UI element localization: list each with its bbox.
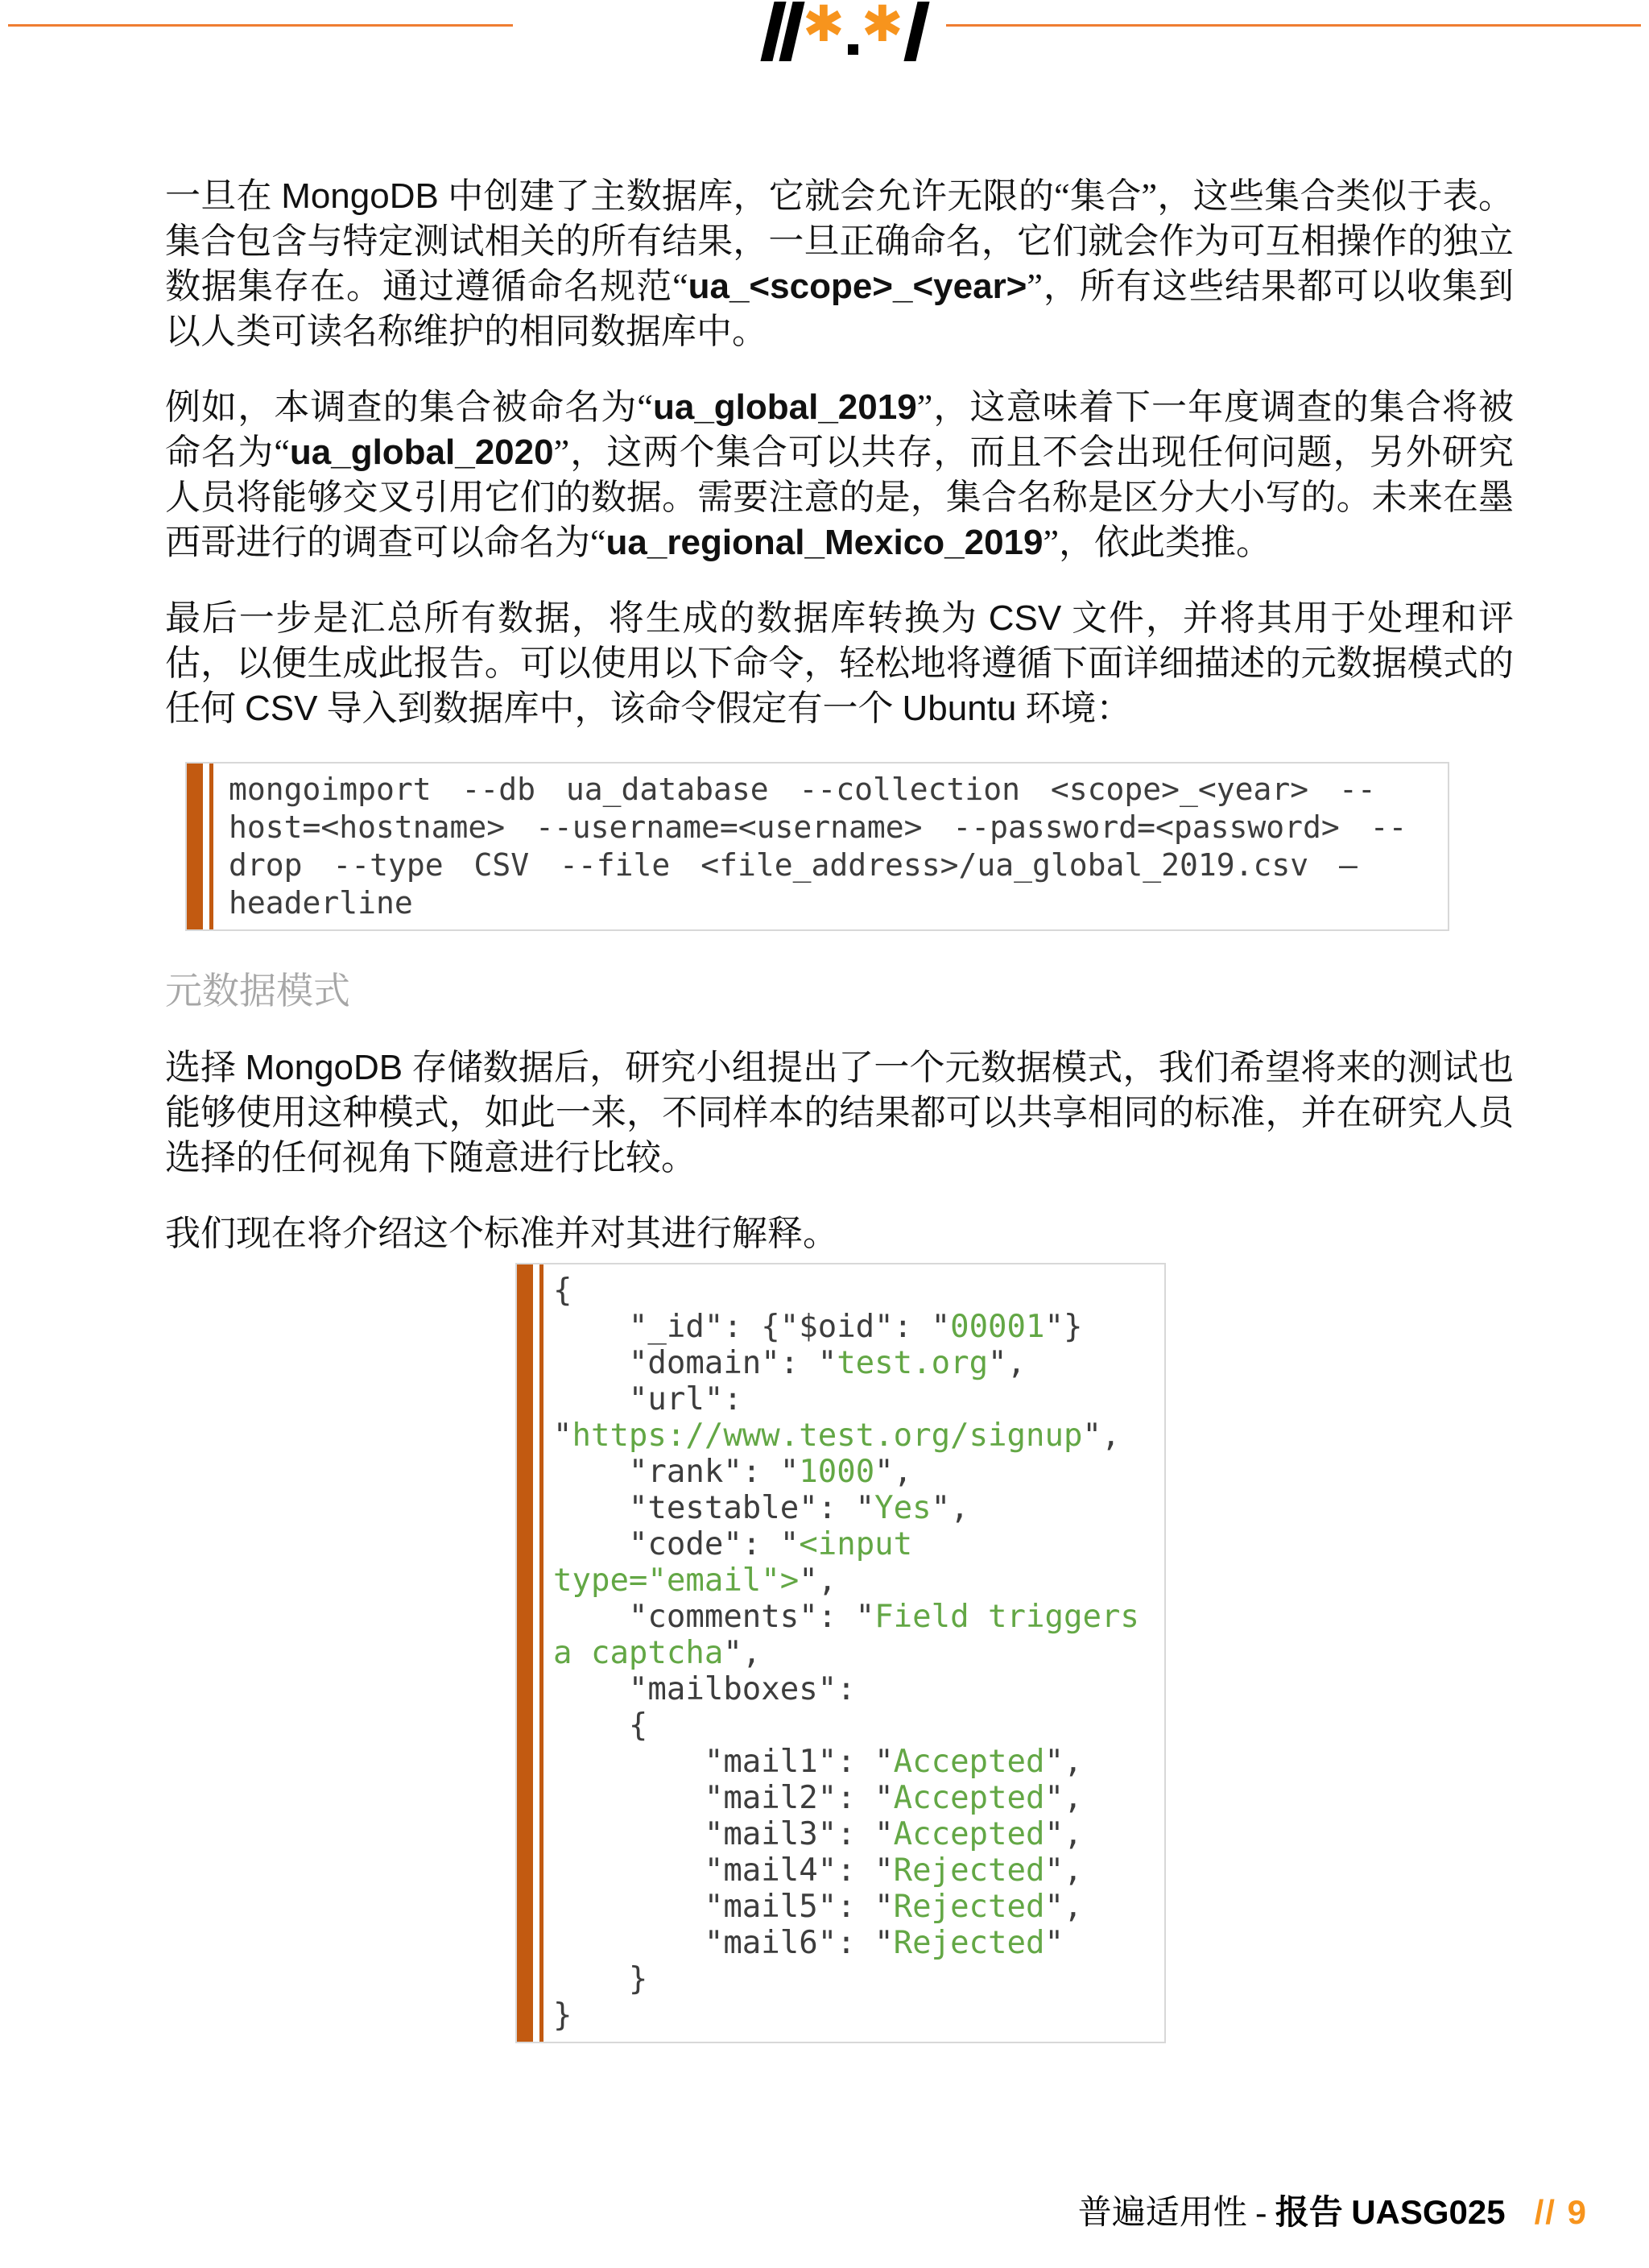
footer-report-title: 普遍适用性 - 报告 UASG025 bbox=[1077, 2193, 1506, 2232]
uasg-logo-icon bbox=[763, 2, 927, 66]
footer-page-number: // 9 bbox=[1534, 2193, 1588, 2231]
logo-asterisk-icon: ✱ bbox=[861, 0, 903, 53]
json-schema-code-lines: { "_id": {"$oid": "00001"} "domain": "test.org", "url": "https://www.test.org/signup", "rank": "1000", "testable": "Yes", "code": "<input type="email">", "comments": "Field triggers a captcha", "mailboxes": { "mail1": "Accepted", "mail2": "Accepted", "mail3": "Accepted", "mail4": "Rejected", "mail5": "Rejected", "mail6": "Rejected" } } bbox=[553, 1273, 1139, 2034]
paragraph-standard-explain: 我们现在将介绍这个标准并对其进行解释。 bbox=[165, 1214, 838, 1253]
header-rule-left bbox=[8, 24, 513, 27]
logo-slash-icon bbox=[903, 2, 929, 61]
document-body bbox=[165, 174, 1514, 2043]
header-rule-right bbox=[946, 24, 1641, 27]
mongoimport-code-lines: mongoimport --db ua_database --collection <scope>_<year> -- host=<hostname> --username=<username> --password=<password> -- drop --type CSV --file <file_address>/ua_global_2019.csv – headerline bbox=[229, 772, 1407, 921]
code-accent-bar bbox=[187, 764, 213, 929]
section-heading-metadata-schema: 元数据模式 bbox=[165, 971, 350, 1012]
logo-dot-icon bbox=[848, 44, 858, 55]
paragraph-collection-naming: 例如，本调查的集合被命名为“ua_global_2019”，这意味着下一年度调查的集合将被命名为“ua_global_2020”，这两个集合可以共存，而且不会出现任何问题，另外研究人员将能够交叉引用它们的数据。需要注意的是，集合名称是区分大小写的。未来在墨西哥进行的调查可以命名为“ua_regional_Mexico_2019”，依此类推。 bbox=[165, 387, 1515, 562]
paragraph-mongodb-collections: 一旦在 MongoDB 中创建了主数据库，它就会允许无限的“集合”，这些集合类似于表。集合包含与特定测试相关的所有结果，一旦正确命名，它们就会作为可互相操作的独立数据集存在。通过遵循命名规范“ua_<scope>_<year>”，所有这些结果都可以收集到以人类可读名称维护的相同数据库中。 bbox=[165, 176, 1515, 351]
json-schema-code-block bbox=[515, 1263, 1166, 2043]
code-accent-bar bbox=[517, 1264, 543, 2042]
logo-asterisk-icon: ✱ bbox=[803, 0, 845, 53]
paragraph-csv-export: 最后一步是汇总所有数据，将生成的数据库转换为 CSV 文件，并将其用于处理和评估，以便生成此报告。可以使用以下命令，轻松地将遵循下面详细描述的元数据模式的任何 CSV 导入到数据库中，该命令假定有一个 Ubuntu 环境： bbox=[165, 598, 1515, 728]
page-footer bbox=[0, 2192, 1588, 2233]
mongoimport-code-block bbox=[185, 762, 1449, 931]
paragraph-schema-intro: 选择 MongoDB 存储数据后，研究小组提出了一个元数据模式，我们希望将来的测试也能够使用这种模式，如此一来，不同样本的结果都可以共享相同的标准，并在研究人员选择的任何视角下随意进行比较。 bbox=[165, 1048, 1515, 1177]
